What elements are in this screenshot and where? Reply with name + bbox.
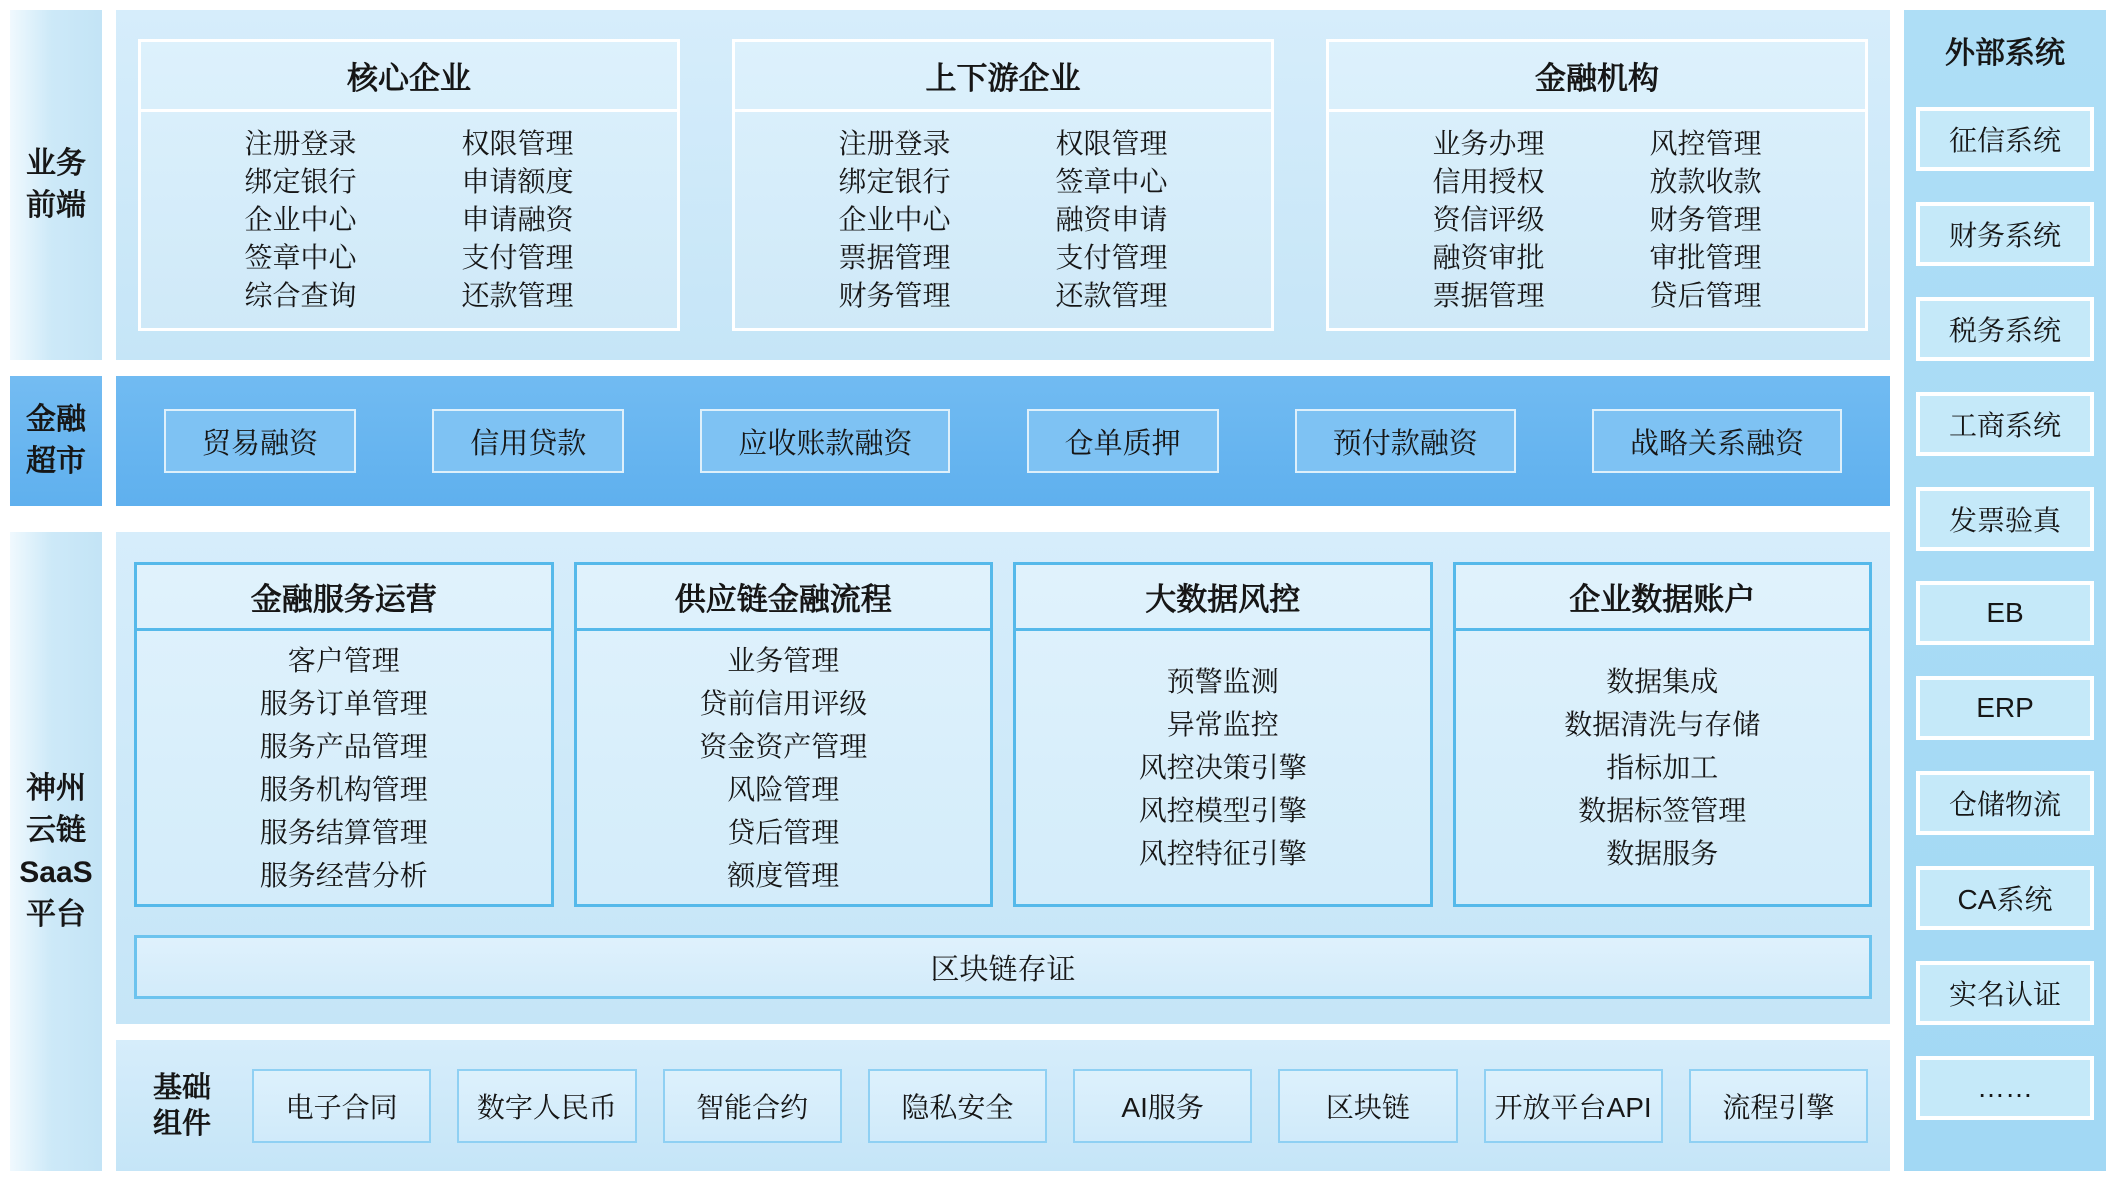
feature-item: 权限管理 [461,128,574,159]
feature-item: 还款管理 [1055,280,1168,311]
base-components-panel [116,1040,1890,1171]
market-item-prepayment-financing: 预付款融资 [1295,409,1516,473]
group-body [1329,112,1865,328]
external-system-industry-commerce: 工商系统 [1916,392,2094,456]
component-smart-contract: 智能合约 [663,1069,842,1143]
module-item: 预警监测 [1166,666,1279,697]
group-financial-institution [1326,39,1868,331]
module-item: 服务订单管理 [259,687,428,719]
module-body [577,631,991,904]
feature-item: 信用授权 [1432,166,1545,197]
feature-item: 绑定银行 [838,166,951,197]
external-system-more: …… [1916,1056,2094,1120]
feature-item: 企业中心 [838,204,951,235]
group-title: 上下游企业 [735,42,1271,112]
module-item: 风控模型引擎 [1138,795,1307,826]
label-business-frontend [10,10,102,360]
feature-item: 签章中心 [244,242,357,273]
feature-item: 审批管理 [1649,242,1762,273]
feature-item: 支付管理 [1055,242,1168,273]
feature-item: 综合查询 [244,280,357,311]
group-body [735,112,1271,328]
module-item: 异常监控 [1166,709,1279,740]
external-systems-list [1916,76,2094,1151]
feature-item: 权限管理 [1055,128,1168,159]
saas-modules [134,562,1872,907]
module-bigdata-risk-control [1013,562,1433,907]
module-item: 服务产品管理 [259,730,428,762]
module-item: 数据集成 [1606,666,1719,697]
module-financial-service-operation [134,562,554,907]
feature-column [838,125,950,315]
feature-item: 风控管理 [1649,128,1762,159]
feature-item: 业务办理 [1432,128,1545,159]
external-system-invoice-verification: 发票验真 [1916,487,2094,551]
component-ai-service: AI服务 [1073,1069,1252,1143]
feature-item: 贷后管理 [1649,280,1762,311]
feature-item: 申请融资 [461,204,574,235]
group-title: 金融机构 [1329,42,1865,112]
feature-item: 注册登录 [244,128,357,159]
feature-item: 财务管理 [1649,204,1762,235]
label-line: 金融 [26,403,86,436]
label-line: 组件 [152,1107,211,1140]
module-item: 风控特征引擎 [1138,838,1307,869]
module-title: 金融服务运营 [137,565,551,631]
business-frontend-panel [116,10,1890,360]
market-item-trade-financing: 贸易融资 [164,409,356,473]
external-systems-column [1904,10,2106,1171]
module-body [1016,631,1430,904]
feature-item: 票据管理 [838,242,951,273]
feature-column [462,125,574,315]
feature-item: 签章中心 [1055,166,1168,197]
feature-column [1650,125,1762,315]
label-saas-platform [10,532,102,1171]
module-item: 数据标签管理 [1578,795,1747,826]
external-system-tax: 税务系统 [1916,297,2094,361]
feature-item: 还款管理 [461,280,574,311]
module-title: 大数据风控 [1016,565,1430,631]
module-item: 指标加工 [1606,752,1719,783]
feature-item: 融资申请 [1055,204,1168,235]
external-system-warehouse-logistics: 仓储物流 [1916,771,2094,835]
module-item: 贷前信用评级 [699,687,868,719]
feature-item: 资信评级 [1432,204,1545,235]
external-system-real-name-auth: 实名认证 [1916,961,2094,1025]
module-item: 客户管理 [287,644,400,676]
component-process-engine: 流程引擎 [1689,1069,1868,1143]
label-line: SaaS [19,855,93,889]
feature-item: 申请额度 [461,166,574,197]
market-item-credit-loan: 信用贷款 [432,409,624,473]
feature-item: 绑定银行 [244,166,357,197]
component-open-platform-api: 开放平台API [1484,1069,1663,1143]
feature-column [244,125,356,315]
module-scf-process [574,562,994,907]
external-system-ca: CA系统 [1916,866,2094,930]
module-enterprise-data-account [1453,562,1873,907]
group-body [141,112,677,328]
label-line: 平台 [26,897,86,931]
feature-item: 融资审批 [1432,242,1545,273]
module-title: 供应链金融流程 [577,565,991,631]
main-content [116,10,1890,1171]
group-core-enterprise [138,39,680,331]
label-line: 前端 [26,189,86,222]
label-line: 业务 [26,147,86,180]
module-item: 数据清洗与存储 [1564,709,1761,740]
saas-platform-panel [116,532,1890,1024]
base-components-label [138,1070,226,1142]
module-item: 服务结算管理 [259,816,428,848]
left-label-column [10,10,102,1171]
component-e-contract: 电子合同 [252,1069,431,1143]
external-system-eb: EB [1916,581,2094,645]
market-item-warehouse-receipt-pledge: 仓单质押 [1027,409,1219,473]
module-item: 业务管理 [727,644,840,676]
module-title: 企业数据账户 [1456,565,1870,631]
module-item: 风控决策引擎 [1138,752,1307,783]
module-body [1456,631,1870,904]
module-item: 资金资产管理 [699,730,868,762]
label-line: 超市 [26,445,86,478]
market-item-receivables-financing: 应收账款融资 [700,409,950,473]
group-updownstream-enterprise [732,39,1274,331]
label-line: 神州 [26,771,86,805]
finance-market-panel [116,376,1890,506]
component-blockchain: 区块链 [1278,1069,1457,1143]
external-system-finance: 财务系统 [1916,202,2094,266]
module-item: 风险管理 [727,773,840,805]
group-title: 核心企业 [141,42,677,112]
label-line: 云链 [26,813,86,847]
module-body [137,631,551,904]
module-item: 数据服务 [1606,838,1719,869]
external-systems-title: 外部系统 [1945,37,2065,70]
external-system-erp: ERP [1916,676,2094,740]
component-digital-rmb: 数字人民币 [457,1069,636,1143]
blockchain-evidence-bar: 区块链存证 [134,935,1872,999]
module-item: 服务机构管理 [259,773,428,805]
component-privacy-security: 隐私安全 [868,1069,1047,1143]
module-item: 额度管理 [727,859,840,891]
feature-item: 支付管理 [461,242,574,273]
label-finance-market [10,376,102,506]
feature-column [1056,125,1168,315]
module-item: 服务经营分析 [259,859,428,891]
feature-item: 票据管理 [1432,280,1545,311]
module-item: 贷后管理 [727,816,840,848]
external-system-credit-reporting: 征信系统 [1916,107,2094,171]
label-line: 基础 [152,1071,211,1104]
feature-column [1432,125,1544,315]
feature-item: 注册登录 [838,128,951,159]
feature-item: 财务管理 [838,280,951,311]
feature-item: 企业中心 [244,204,357,235]
feature-item: 放款收款 [1649,166,1762,197]
market-item-strategic-financing: 战略关系融资 [1592,409,1842,473]
